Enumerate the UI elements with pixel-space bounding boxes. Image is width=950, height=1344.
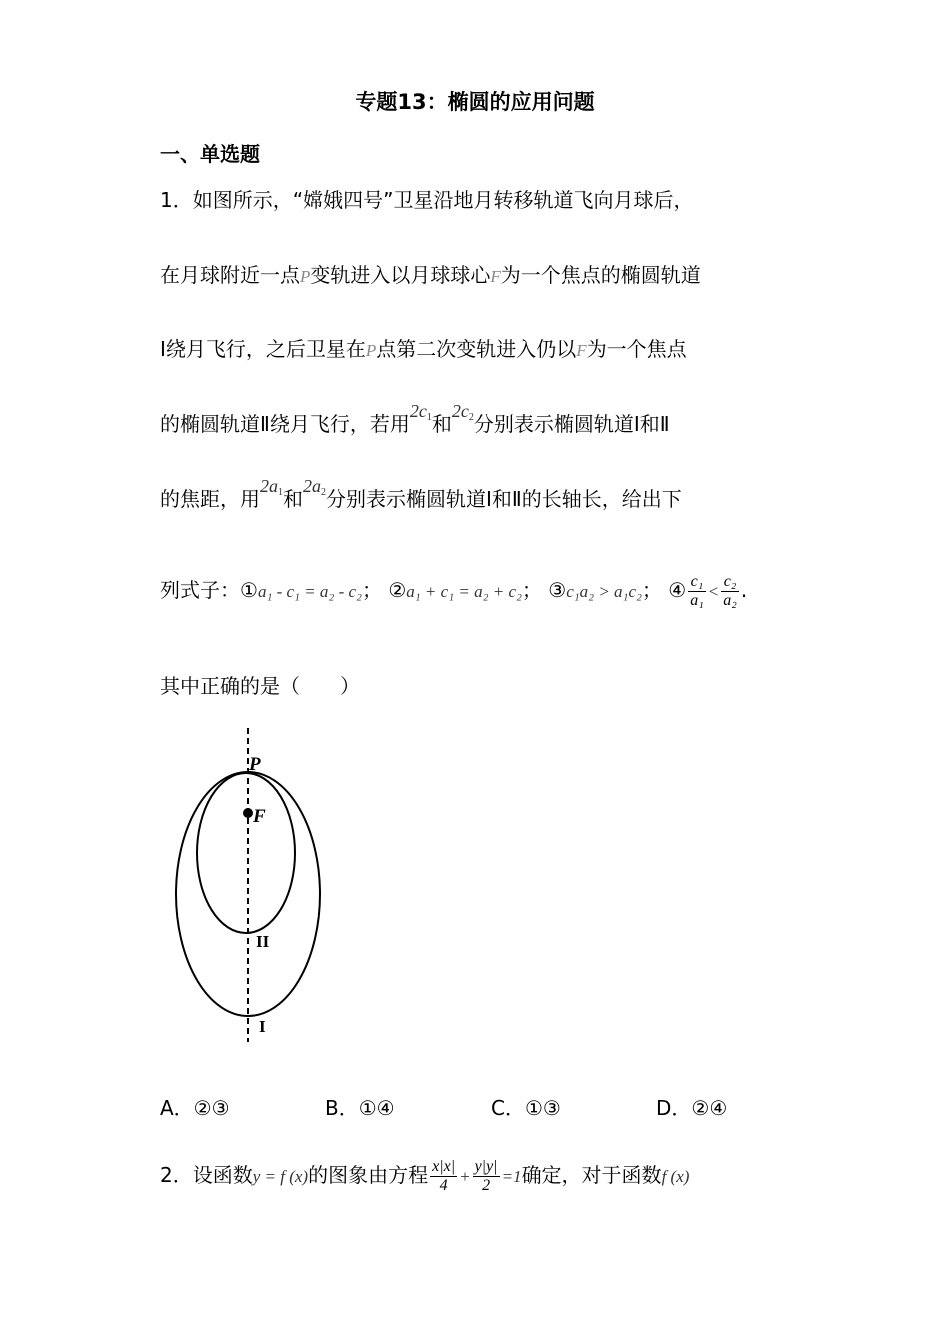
q2-text: 确定，对于函数	[521, 1163, 662, 1187]
option-d[interactable]: D．②④	[656, 1096, 728, 1120]
focus-point	[243, 808, 253, 818]
q1-text: 和	[283, 487, 303, 511]
page-title: 专题13：椭圆的应用问题	[355, 90, 595, 114]
q2-line-1	[160, 1150, 689, 1202]
circled-2: ②	[388, 578, 407, 602]
math-2a2: $2a_2$	[303, 476, 326, 498]
q1-line-6	[160, 572, 747, 610]
section-heading: 一、单选题	[160, 142, 260, 166]
q1-line-1: 1．如图所示，“嫦娥四号”卫星沿地月转移轨道飞向月球后，	[160, 188, 694, 212]
math-var-P: P	[300, 267, 311, 286]
q1-text: 在月球附近一点	[160, 263, 300, 287]
label-P: P	[249, 754, 261, 775]
q1-line-2	[160, 261, 701, 291]
q1-text: 列式子：	[160, 578, 240, 602]
q2-text: 2．设函数	[160, 1163, 253, 1187]
q1-text: 的椭圆轨道Ⅱ绕月飞行，若用	[160, 412, 410, 436]
expr-3: c₁a₂ > a₁c₂	[566, 582, 642, 601]
less-than: <	[707, 582, 720, 601]
fraction-c1-a1: $\frac{\text{c₁}}{\text{a₁}}$	[690, 573, 704, 609]
expr-2: a₁ + c₁ = a₂ + c₂	[406, 582, 522, 601]
q1-text: 点第二次变轨进入仍以	[376, 337, 577, 361]
q1-text: 变轨进入以月球球心	[310, 263, 491, 287]
fraction-x-abs-x: $\frac{x|x|}{4}$	[432, 1158, 456, 1194]
circled-1: ①	[240, 578, 258, 602]
fraction-c2-a2: $\frac{\text{c₂}}{\text{a₂}}$	[723, 573, 737, 609]
q1-line-3	[160, 335, 687, 365]
q1-text: 为一个焦点	[586, 337, 687, 361]
math-2c2: $2c_2$	[451, 401, 474, 423]
label-I: I	[259, 1017, 266, 1036]
expr-1: a₁ - c₁ = a₂ - c₂	[257, 582, 362, 601]
equals-one: =1	[501, 1167, 522, 1186]
q1-text: 和	[431, 412, 452, 436]
circled-3: ③	[548, 578, 567, 602]
q1-text: 为一个焦点的椭圆轨道	[500, 263, 701, 287]
option-b[interactable]: B．①④	[325, 1096, 395, 1120]
math-var-P: P	[365, 341, 377, 360]
fraction-y-abs-y: $\frac{y|y|}{2}$	[474, 1158, 498, 1194]
q1-line-4	[160, 401, 670, 446]
separator: ；	[361, 578, 382, 602]
math-var-F: F	[490, 267, 501, 286]
q1-text: 分别表示椭圆轨道Ⅰ和Ⅱ	[473, 412, 670, 436]
math-fx: f (x)	[661, 1167, 690, 1186]
option-a[interactable]: A．②③	[160, 1096, 230, 1120]
q1-text: 分别表示椭圆轨道Ⅰ和Ⅱ的长轴长，给出下	[326, 487, 682, 511]
ellipse-orbit-II	[197, 773, 295, 933]
option-c[interactable]: C．①③	[491, 1096, 561, 1120]
orbit-figure	[160, 720, 360, 1050]
label-II: II	[256, 932, 270, 951]
separator: ；	[641, 578, 662, 602]
plus-sign: +	[459, 1167, 471, 1186]
q1-line-5	[160, 476, 682, 521]
label-F: F	[253, 806, 266, 827]
q1-text: 的焦距，用	[160, 487, 260, 511]
period: .	[740, 578, 748, 602]
math-2a1: $2a_1$	[260, 476, 283, 498]
circled-4: ④	[668, 578, 687, 602]
q2-text: 的图象由方程	[308, 1163, 429, 1187]
separator: ；	[521, 578, 542, 602]
math-2c1: $2c_1$	[409, 401, 432, 423]
q1-text: Ⅰ绕月飞行，之后卫星在	[160, 337, 366, 361]
q1-line-7: 其中正确的是（ ）	[160, 674, 360, 698]
math-y-eq-fx: y = f (x)	[252, 1167, 309, 1186]
math-var-F: F	[576, 341, 587, 360]
